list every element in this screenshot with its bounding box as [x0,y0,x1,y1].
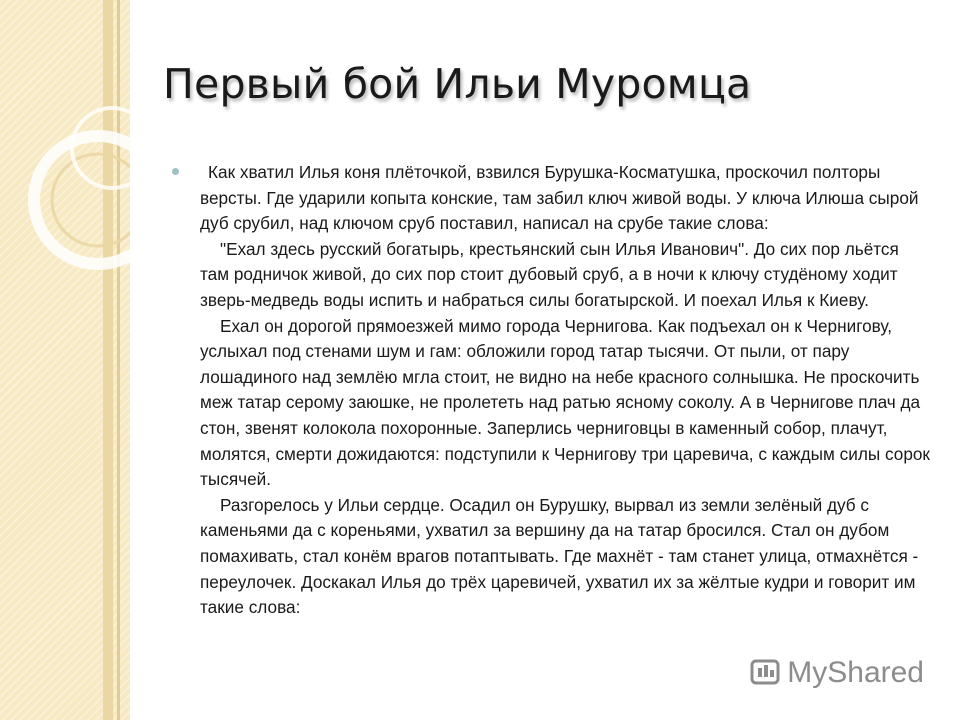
slide-title: Первый бой Ильи Муромца [163,60,752,108]
paragraph-3: Ехал он дорогой прямоезжей мимо города Чернигова. Как подъехал он к Чернигову, услыхал под стенами шум и гам: обложили город татар тысячи. От пыли, от пару лошадиного над землёю мгла стоит, не видно на небе красного солнышка. Не проскочить меж татар серому заюшке, не пролететь над ратью ясному соколу. А в Чернигове плач да стон, звенят колокола похоронные. Заперлись черниговцы в каменный собор, плачут, молятся, смерти дожидаются: подступили к Чернигову три царевича, с каждым силы сорок тысячей. [200,315,930,490]
myshared-logo-icon [749,657,781,689]
decorative-circles-icon [0,0,130,720]
watermark-text: MyShared [787,656,924,689]
bullet-icon [172,168,179,175]
paragraph-1: Как хватил Илья коня плёточкой, взвился Бурушка-Косматушка, проскочил полторы версты. Где ударили копыта конские, там забил ключ живой воды. У ключа Илюша сырой дуб срубил, над ключом сруб поставил, написал на срубе такие слова: [200,162,919,234]
paragraph-4: Разгорелось у Ильи сердце. Осадил он Бурушку, вырвал из земли зелёный дуб с каменьями да с кореньями, ухватил за вершину да на татар бросился. Стал он дубом помахивать, стал конём врагов потаптывать. Где махнёт - там станет улица, отмахнётся - переулочек. Доскакал Илья до трёх царевичей, ухватил их за жёлтые кудри и говорит им такие слова: [200,494,919,618]
watermark [749,656,924,690]
slide-body [200,160,930,621]
paragraph-2: "Ехал здесь русский богатырь, крестьянский сын Илья Иванович". До сих пор льётся там родничок живой, до сих пор стоит дубовый сруб, а в ночи к ключу студёному ходит зверь-медведь воды испить и набраться силы богатырской. И поехал Илья к Киеву. [200,238,899,310]
